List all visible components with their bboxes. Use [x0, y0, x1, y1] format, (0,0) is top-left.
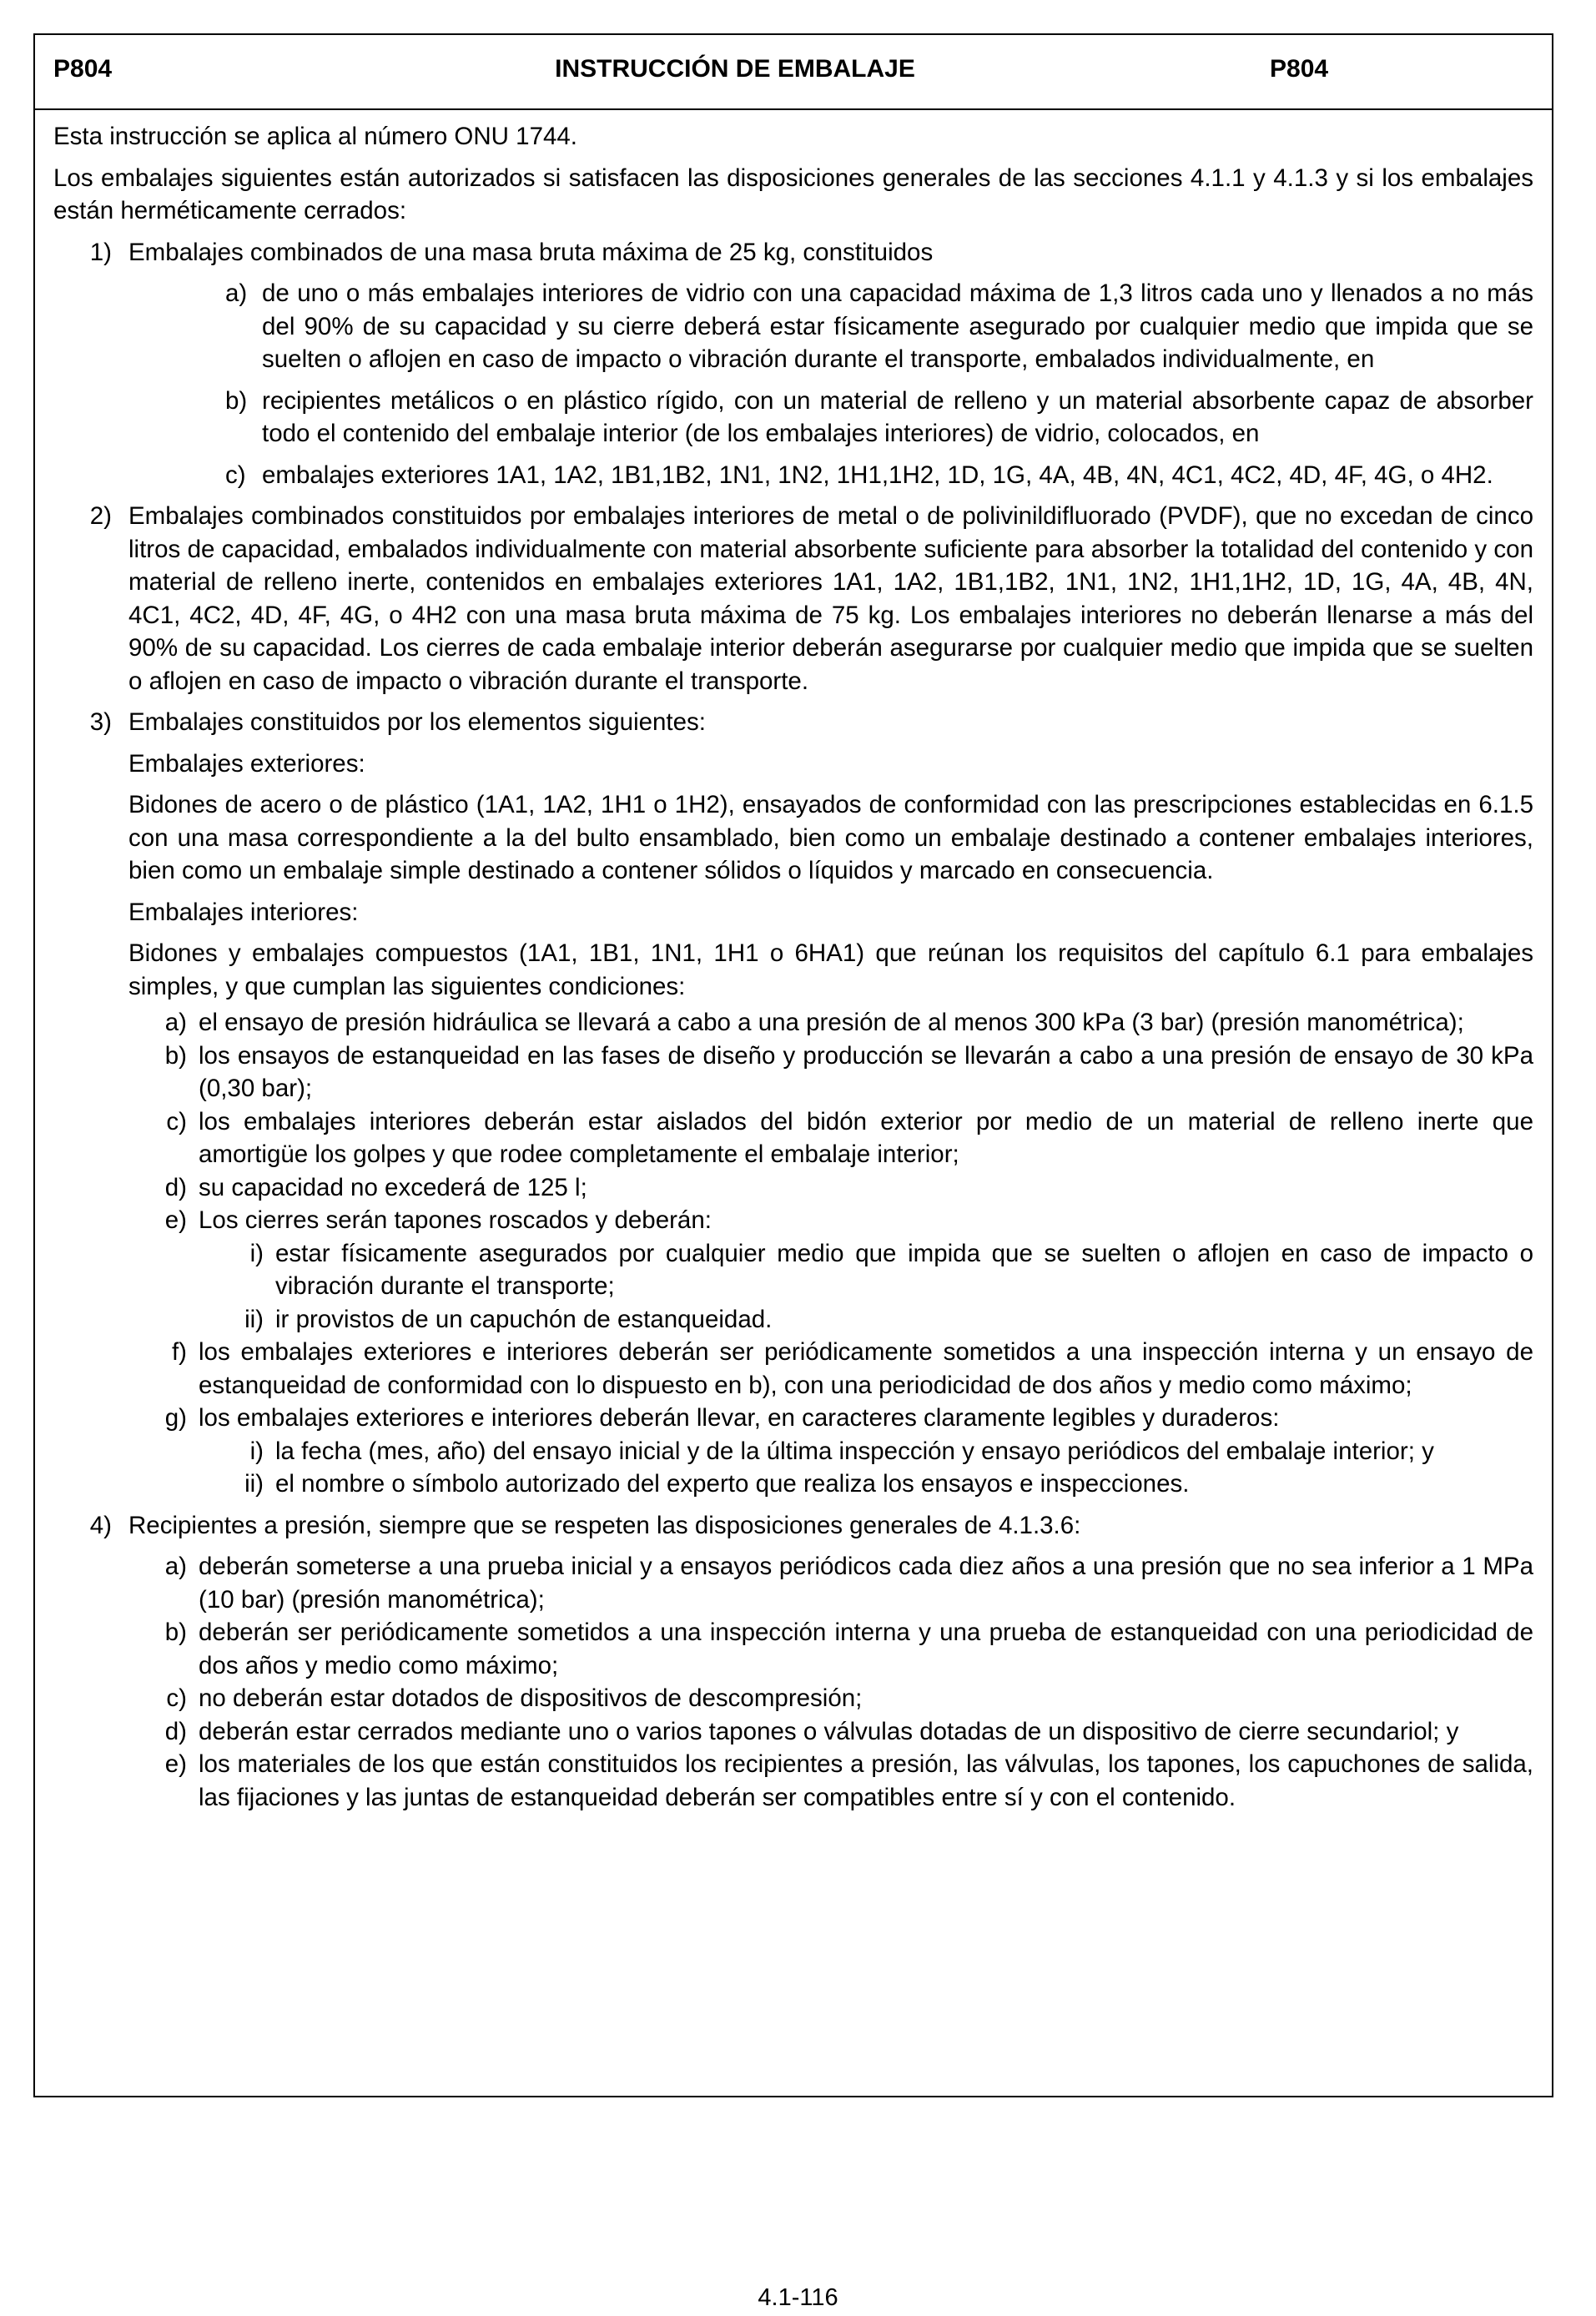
roman-text: ir provistos de un capuchón de estanqueidad. — [275, 1305, 773, 1333]
sub-text: los materiales de los que están constituidos los recipientes a presión, las válvulas, los tapones, los capuchones de salida, las fijaciones y las juntas de estanqueidad deberán ser compatibles entre sí y con el contenido. — [199, 1750, 1533, 1811]
sub-text: no deberán estar dotados de dispositivos de descompresión; — [199, 1684, 863, 1712]
condition-f — [53, 1336, 1533, 1402]
condition-g — [53, 1402, 1533, 1435]
roman-label: i) — [249, 1239, 264, 1267]
roman-text: el nombre o símbolo autorizado del experto que realiza los ensayos e inspecciones. — [275, 1470, 1190, 1498]
condition-g-i — [53, 1435, 1533, 1468]
roman-label: ii) — [244, 1470, 264, 1498]
header-code-left: P804 — [53, 55, 113, 83]
header-title: INSTRUCCIÓN DE EMBALAJE — [555, 55, 915, 83]
item-4-sub-a — [53, 1550, 1533, 1616]
inner-packaging-text: Bidones y embalajes compuestos (1A1, 1B1, 1N1, 1H1 o 6HA1) que reúnan los requisitos del capítulo 6.1 para embalajes simples, y que cumplan las siguientes condiciones: — [128, 939, 1533, 1000]
table-body — [35, 110, 1552, 1814]
cond-label: a) — [164, 1009, 187, 1036]
cond-text: los ensayos de estanqueidad en las fases de diseño y producción se llevarán a cabo a una presión de ensayo de 30 kPa (0,30 bar); — [199, 1041, 1533, 1102]
condition-b — [53, 1040, 1533, 1105]
item-number: 3) — [89, 708, 112, 736]
item-2 — [53, 500, 1533, 697]
sub-text: deberán someterse a una prueba inicial y a ensayos periódicos cada diez años a una presión que no sea inferior a 1 MPa (10 bar) (presión manométrica); — [199, 1553, 1533, 1614]
condition-e-i — [53, 1237, 1533, 1303]
condition-e-ii — [53, 1303, 1533, 1337]
item-4-sub-c — [53, 1682, 1533, 1715]
item-text: Embalajes combinados de una masa bruta máxima de 25 kg, constituidos — [128, 238, 934, 266]
sub-text: recipientes metálicos o en plástico rígido, con un material de relleno y un material absorbente capaz de absorber todo el contenido del embalaje interior (de los embalajes interiores) de vidrio, colocados, en — [262, 386, 1533, 447]
item-1-sub-b — [53, 385, 1533, 451]
item-4-sub-d — [53, 1715, 1533, 1749]
item-4-sub-e — [53, 1748, 1533, 1814]
cond-label: e) — [164, 1206, 187, 1234]
intro-applies: Esta instrucción se aplica al número ONU 1744. — [53, 123, 577, 150]
condition-d — [53, 1171, 1533, 1205]
roman-text: estar físicamente asegurados por cualquier medio que impida que se suelten o aflojen en caso de impacto o vibración durante el transporte; — [275, 1239, 1533, 1300]
sub-label: c) — [225, 461, 246, 489]
sub-label: a) — [164, 1553, 187, 1580]
sub-text: de uno o más embalajes interiores de vidrio con una capacidad máxima de 1,3 litros cada uno y llenados a no más del 90% de su capacidad y su cierre deberá estar físicamente asegurado por cualquier medio que impida que se suelten o aflojen en caso de impacto o vibración durante el transporte, embalados individualmente, en — [262, 279, 1533, 373]
roman-label: ii) — [244, 1305, 264, 1333]
cond-label: d) — [164, 1173, 187, 1201]
sub-label: b) — [225, 386, 248, 415]
cond-text: Los cierres serán tapones roscados y deberán: — [199, 1206, 712, 1234]
sub-label: e) — [164, 1750, 187, 1778]
roman-label: i) — [249, 1437, 264, 1465]
outer-packaging-heading: Embalajes exteriores: — [128, 749, 365, 778]
outer-packaging-text: Bidones de acero o de plástico (1A1, 1A2, 1H1 o 1H2), ensayados de conformidad con las prescripciones establecidas en 6.1.5 con una masa correspondiente a la del bulto ensamblado, bien como un embalaje destinado a contener embalajes interiores, bien como un embalaje simple destinado a contener sólidos o líquidos y marcado en consecuencia. — [128, 791, 1533, 884]
inner-packaging-heading: Embalajes interiores: — [128, 898, 359, 926]
item-3 — [53, 706, 1533, 739]
item-4-sub-b — [53, 1616, 1533, 1682]
item-4 — [53, 1509, 1533, 1543]
cond-label: f) — [171, 1338, 187, 1366]
sub-label: b) — [164, 1619, 187, 1646]
condition-e — [53, 1204, 1533, 1237]
cond-text: el ensayo de presión hidráulica se llevará a cabo a una presión de al menos 300 kPa (3 bar) (presión manométrica); — [199, 1009, 1464, 1036]
page-number: 4.1-116 — [758, 2284, 838, 2311]
item-1-sub-a — [53, 277, 1533, 376]
item-number: 2) — [89, 502, 112, 530]
cond-label: c) — [166, 1107, 187, 1135]
item-1-sub-c — [53, 459, 1533, 492]
cond-text: su capacidad no excederá de 125 l; — [199, 1173, 587, 1201]
packing-instruction-table — [33, 33, 1553, 2097]
item-1 — [53, 236, 1533, 269]
item-number: 4) — [89, 1511, 112, 1539]
item-text: Embalajes combinados constituidos por embalajes interiores de metal o de polivinildifluorado (PVDF), que no excedan de cinco litros de capacidad, embalados individualmente con material absorbente suficiente para absorber la totalidad del contenido y con material de relleno inerte, contenidos en embalajes exteriores 1A1, 1A2, 1B1,1B2, 1N1, 1N2, 1H1,1H2, 1D, 1G, 4A, 4B, 4N, 4C1, 4C2, 4D, 4F, 4G, o 4H2 con una masa bruta máxima de 75 kg. Los embalajes interiores no deberán llenarse a más del 90% de su capacidad. Los cierres de cada embalaje interior deberán asegurarse por cualquier medio que impida que se suelten o aflojen en caso de impacto o vibración durante el transporte. — [128, 502, 1533, 695]
item-text: Embalajes constituidos por los elementos siguientes: — [128, 708, 706, 736]
sub-text: deberán estar cerrados mediante uno o varios tapones o válvulas dotadas de un dispositivo de cierre secundariol; y — [199, 1717, 1459, 1745]
intro-authorized: Los embalajes siguientes están autorizados si satisfacen las disposiciones generales de las secciones 4.1.1 y 4.1.3 y si los embalajes están herméticamente cerrados: — [53, 164, 1533, 224]
sub-label: d) — [164, 1717, 187, 1745]
roman-text: la fecha (mes, año) del ensayo inicial y de la última inspección y ensayo periódicos del embalaje interior; y — [275, 1437, 1434, 1465]
cond-label: b) — [164, 1041, 187, 1070]
header-code-right: P804 — [1270, 55, 1329, 83]
condition-c — [53, 1105, 1533, 1171]
cond-text: los embalajes interiores deberán estar aislados del bidón exterior por medio de un material de relleno inerte que amortigüe los golpes y que rodee completamente el embalaje interior; — [199, 1107, 1533, 1168]
item-text: Recipientes a presión, siempre que se respeten las disposiciones generales de 4.1.3.6: — [128, 1511, 1081, 1539]
condition-g-ii — [53, 1468, 1533, 1501]
item-number: 1) — [89, 238, 112, 266]
cond-text: los embalajes exteriores e interiores deberán llevar, en caracteres claramente legibles y duraderos: — [199, 1404, 1280, 1432]
sub-text: deberán ser periódicamente sometidos a una inspección interna y una prueba de estanqueidad con una periodicidad de dos años y medio como máximo; — [199, 1619, 1533, 1679]
sub-text: embalajes exteriores 1A1, 1A2, 1B1,1B2, 1N1, 1N2, 1H1,1H2, 1D, 1G, 4A, 4B, 4N, 4C1, 4C2, 4D, 4F, 4G, o 4H2. — [262, 461, 1493, 489]
table-header — [35, 35, 1552, 110]
condition-a — [53, 1006, 1533, 1040]
sub-label: a) — [225, 279, 248, 307]
cond-text: los embalajes exteriores e interiores deberán ser periódicamente sometidos a una inspección interna y un ensayo de estanqueidad de conformidad con lo dispuesto en b), con una periodicidad de dos años y medio como máximo; — [199, 1338, 1533, 1399]
sub-label: c) — [166, 1684, 187, 1712]
cond-label: g) — [164, 1404, 187, 1432]
